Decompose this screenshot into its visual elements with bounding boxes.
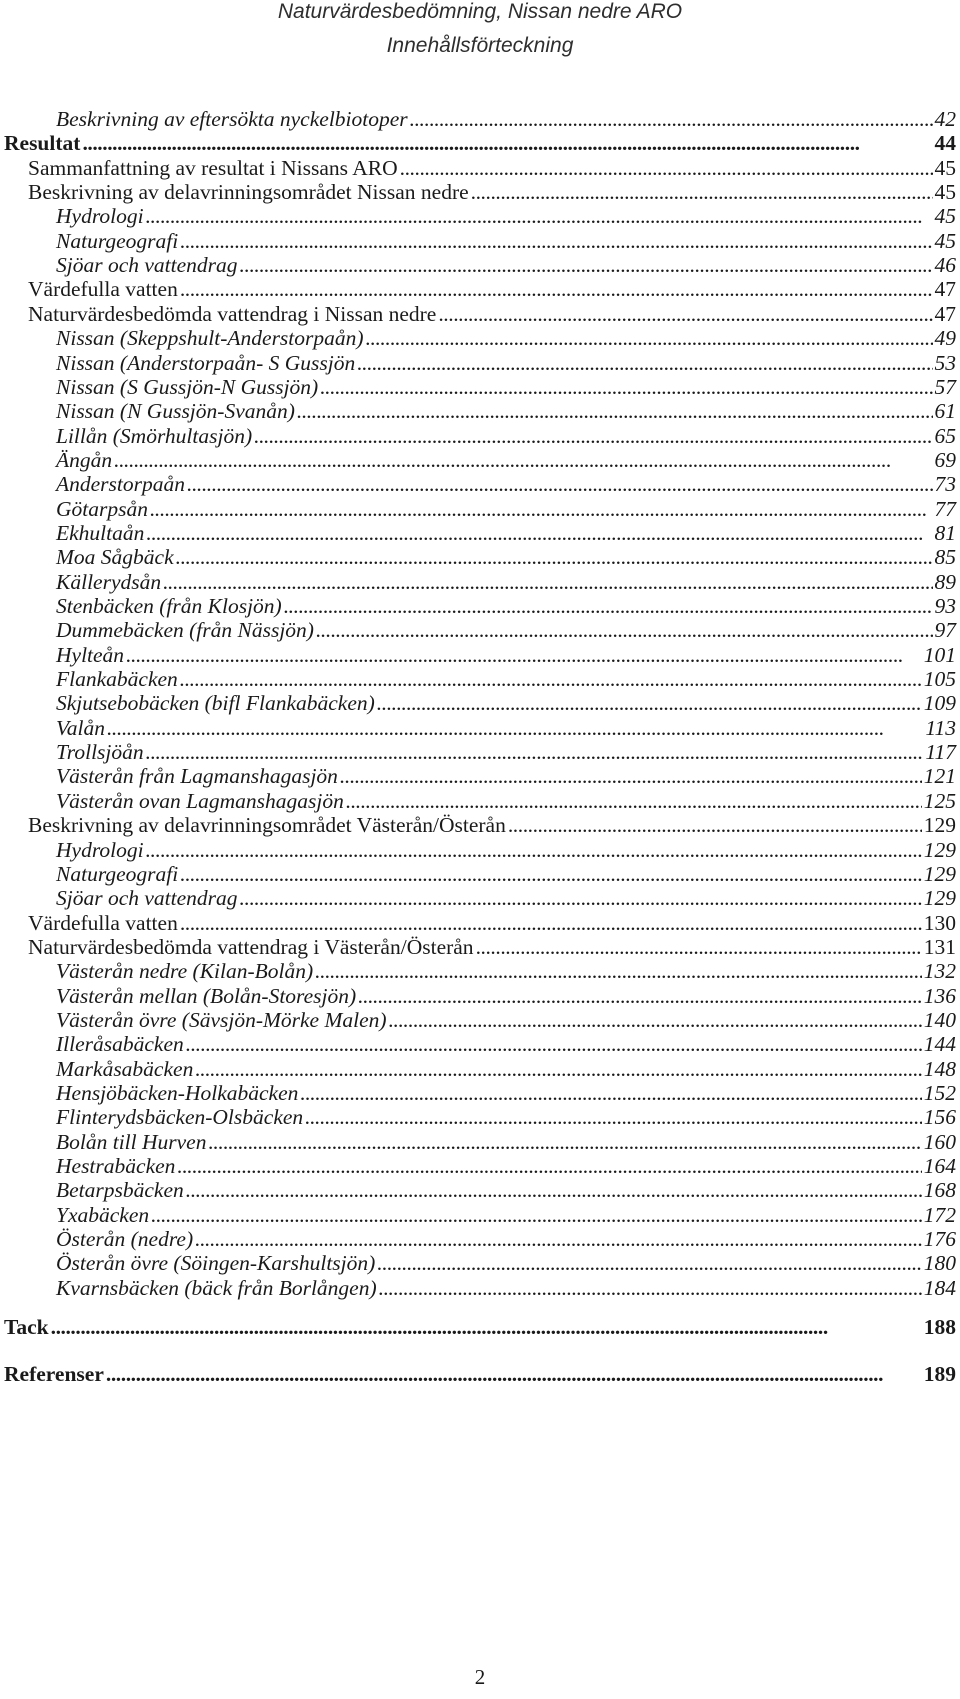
toc-entry[interactable] — [0, 739, 960, 766]
toc-dot-leader — [240, 885, 922, 912]
toc-entry-page: 129 — [923, 886, 956, 910]
toc-entry[interactable] — [0, 398, 960, 425]
toc-entry-row — [56, 642, 956, 669]
toc-dot-leader — [186, 1177, 922, 1204]
toc-dot-leader — [316, 617, 933, 644]
toc-dot-leader — [82, 130, 932, 157]
toc-dot-leader — [195, 1056, 921, 1083]
toc-entry[interactable] — [0, 1250, 960, 1277]
toc-entry-title: Moa Sågbäck — [56, 545, 174, 569]
toc-dot-leader — [346, 788, 922, 815]
toc-entry-row — [56, 1104, 956, 1131]
toc-entry-page: 49 — [934, 326, 956, 350]
toc-entry-row — [56, 423, 956, 450]
toc-dot-leader — [471, 179, 933, 206]
toc-dot-leader — [180, 910, 922, 937]
toc-entry-row — [56, 1007, 956, 1034]
toc-entry-title: Referenser — [4, 1362, 104, 1386]
toc-entry-row — [56, 763, 956, 790]
toc-entry-page: 160 — [923, 1130, 956, 1154]
toc-entry-title: Västerån från Lagmanshagasjön — [56, 764, 338, 788]
toc-entry-title: Sjöar och vattendrag — [56, 886, 238, 910]
toc-entry-title: Hestrabäcken — [56, 1154, 176, 1178]
toc-dot-leader — [163, 569, 932, 596]
toc-dot-leader — [146, 520, 932, 547]
toc-entry-row — [56, 325, 956, 352]
toc-entry-page: 130 — [923, 911, 956, 935]
toc-entry[interactable] — [0, 788, 960, 815]
toc-entry-page: 53 — [934, 351, 956, 375]
toc-entry-row — [56, 690, 956, 717]
toc-entry-title: Naturvärdesbedömda vattendrag i Västerån/Österån — [28, 935, 474, 959]
toc-entry[interactable] — [0, 1202, 960, 1229]
toc-entry-title: Beskrivning av eftersökta nyckelbiotoper — [56, 107, 408, 131]
toc-entry-page: 168 — [923, 1178, 956, 1202]
toc-entry-page: 136 — [923, 984, 956, 1008]
toc-dot-leader — [180, 666, 922, 693]
toc-entry[interactable] — [0, 1129, 960, 1156]
toc-entry-page: 156 — [923, 1105, 956, 1129]
toc-entry-page: 184 — [923, 1276, 956, 1300]
toc-entry-page: 65 — [934, 424, 956, 448]
toc-entry-title: Nissan (Skeppshult-Anderstorpaån) — [56, 326, 364, 350]
toc-entry-page: 45 — [934, 180, 956, 204]
toc-dot-leader — [508, 812, 922, 839]
toc-entry-title: Lillån (Smörhultasjön) — [56, 424, 253, 448]
toc-dot-leader — [315, 958, 922, 985]
toc-entry-title: Hensjöbäcken-Holkabäcken — [56, 1081, 299, 1105]
toc-entry-page: 140 — [923, 1008, 956, 1032]
toc-entry-row — [56, 1129, 956, 1156]
toc-entry-row — [56, 958, 956, 985]
toc-entry-page: 61 — [934, 399, 956, 423]
toc-entry[interactable] — [0, 447, 960, 474]
toc-entry-title: Yxabäcken — [56, 1203, 150, 1227]
toc-entry-page: 129 — [923, 862, 956, 886]
toc-dot-leader — [240, 252, 933, 279]
toc-entry[interactable] — [0, 130, 960, 157]
toc-entry-title: Naturgeografi — [56, 862, 179, 886]
toc-entry-row — [56, 569, 956, 596]
toc-entry-row — [56, 983, 956, 1010]
toc-dot-leader — [438, 301, 932, 328]
toc-entry-page: 129 — [923, 813, 956, 837]
toc-entry-title: Hydrologi — [56, 204, 144, 228]
toc-dot-leader — [254, 423, 932, 450]
toc-entry-page: 57 — [934, 375, 956, 399]
toc-entry-row — [56, 1056, 956, 1083]
toc-entry-title: Ekhultaån — [56, 521, 145, 545]
toc-entry-title: Västerån nedre (Kilan-Bolån) — [56, 959, 314, 983]
toc-entry[interactable] — [0, 544, 960, 571]
running-header-title: Naturvärdesbedömning, Nissan nedre ARO — [277, 0, 683, 23]
toc-entry-page: 45 — [934, 204, 956, 228]
toc-dot-leader — [410, 106, 933, 133]
toc-entry[interactable] — [0, 155, 960, 182]
toc-entry[interactable] — [0, 374, 960, 401]
toc-entry-page: 85 — [934, 545, 956, 569]
toc-entry-row — [56, 1202, 956, 1229]
toc-entry-row — [56, 374, 956, 401]
toc-entry-page: 172 — [923, 1203, 956, 1227]
toc-entry-page: 105 — [923, 667, 956, 691]
toc-dot-leader — [297, 398, 933, 425]
toc-entry[interactable] — [0, 301, 960, 328]
toc-entry-row — [56, 544, 956, 571]
toc-dot-leader — [106, 1361, 922, 1388]
toc-entry[interactable] — [0, 812, 960, 839]
toc-entry-row — [56, 617, 956, 644]
toc-entry-page: 125 — [923, 789, 956, 813]
toc-dot-leader — [340, 763, 922, 790]
toc-entry-row — [56, 788, 956, 815]
toc-entry-page: 42 — [934, 107, 956, 131]
toc-entry-row — [4, 130, 956, 157]
page-number: 2 — [474, 1665, 486, 1689]
toc-entry-row — [56, 350, 956, 377]
toc-entry-row — [4, 1314, 956, 1341]
toc-entry-title: Trollsjöån — [56, 740, 144, 764]
toc-entry-title: Nissan (Anderstorpaån- S Gussjön — [56, 351, 356, 375]
toc-entry-row — [56, 837, 956, 864]
toc-entry-row — [28, 812, 956, 839]
toc-entry[interactable] — [0, 106, 960, 133]
toc-entry-title: Resultat — [4, 131, 81, 155]
toc-entry[interactable] — [0, 1177, 960, 1204]
toc-entry-page: 109 — [923, 691, 956, 715]
toc-entry-title: Flankabäcken — [56, 667, 178, 691]
toc-entry-page: 89 — [934, 570, 956, 594]
toc-entry-row — [56, 496, 956, 523]
toc-entry-title: Betarpsbäcken — [56, 1178, 184, 1202]
toc-entry-title: Kvarnsbäcken (bäck från Borlången) — [56, 1276, 377, 1300]
toc-entry[interactable] — [0, 958, 960, 985]
toc-entry-page: 113 — [925, 716, 956, 740]
toc-entry[interactable] — [0, 228, 960, 255]
toc-entry-title: Stenbäcken (från Klosjön) — [56, 594, 282, 618]
toc-entry[interactable] — [0, 763, 960, 790]
toc-entry-row — [28, 301, 956, 328]
toc-entry[interactable] — [0, 203, 960, 230]
toc-entry[interactable] — [0, 1314, 960, 1341]
toc-entry-row — [56, 1080, 956, 1107]
toc-entry-title: Nissan (N Gussjön-Svanån) — [56, 399, 295, 423]
toc-entry-title: Källerydsån — [56, 570, 162, 594]
toc-dot-leader — [357, 350, 932, 377]
toc-dot-leader — [51, 1314, 922, 1341]
toc-entry-title: Naturgeografi — [56, 229, 179, 253]
toc-dot-leader — [377, 1250, 921, 1277]
toc-entry[interactable] — [0, 593, 960, 620]
toc-entry[interactable] — [0, 934, 960, 961]
toc-entry-page: 77 — [934, 497, 956, 521]
toc-entry-title: Illeråsabäcken — [56, 1032, 184, 1056]
toc-entry-row — [28, 155, 956, 182]
toc-entry-title: Ängån — [56, 448, 113, 472]
toc-entry[interactable] — [0, 325, 960, 352]
toc-entry-page: 144 — [923, 1032, 956, 1056]
toc-dot-leader — [186, 1031, 922, 1058]
toc-dot-leader — [150, 496, 933, 523]
toc-entry-page: 188 — [923, 1315, 956, 1339]
toc-entry-title: Markåsabäcken — [56, 1057, 194, 1081]
toc-entry-row — [56, 1031, 956, 1058]
toc-entry-title: Västerån ovan Lagmanshagasjön — [56, 789, 344, 813]
toc-entry[interactable] — [0, 1361, 960, 1388]
toc-entry-row — [56, 885, 956, 912]
toc-dot-leader — [195, 1226, 922, 1253]
toc-entry-row — [28, 910, 956, 937]
toc-entry[interactable] — [0, 1007, 960, 1034]
toc-entry-row — [56, 666, 956, 693]
toc-entry[interactable] — [0, 642, 960, 669]
toc-entry[interactable] — [0, 1226, 960, 1253]
running-header-section: Innehållsförteckning — [386, 34, 574, 57]
toc-entry-title: Tack — [4, 1315, 49, 1339]
toc-dot-leader — [389, 1007, 922, 1034]
toc-entry-title: Västerån mellan (Bolån-Storesjön) — [56, 984, 357, 1008]
toc-entry[interactable] — [0, 471, 960, 498]
toc-entry-page: 73 — [934, 472, 956, 496]
toc-entry[interactable] — [0, 350, 960, 377]
toc-entry-page: 45 — [934, 229, 956, 253]
toc-entry[interactable] — [0, 666, 960, 693]
toc-dot-leader — [146, 739, 924, 766]
toc-entry-title: Värdefulla vatten — [28, 277, 178, 301]
toc-entry[interactable] — [0, 569, 960, 596]
toc-dot-leader — [300, 1080, 921, 1107]
toc-entry[interactable] — [0, 423, 960, 450]
toc-entry-page: 47 — [934, 277, 956, 301]
toc-entry[interactable] — [0, 1153, 960, 1180]
toc-entry[interactable] — [0, 715, 960, 742]
toc-entry[interactable] — [0, 910, 960, 937]
toc-entry-row — [56, 715, 956, 742]
toc-entry-page: 131 — [923, 935, 956, 959]
toc-dot-leader — [400, 155, 933, 182]
toc-dot-leader — [146, 203, 933, 230]
toc-entry-page: 180 — [923, 1251, 956, 1275]
toc-dot-leader — [114, 447, 932, 474]
toc-entry-page: 132 — [923, 959, 956, 983]
toc-entry-title: Hylteån — [56, 643, 125, 667]
toc-entry-title: Nissan (S Gussjön-N Gussjön) — [56, 375, 319, 399]
toc-entry-title: Hydrologi — [56, 838, 144, 862]
toc-dot-leader — [146, 837, 922, 864]
toc-entry-page: 152 — [923, 1081, 956, 1105]
toc-entry-row — [56, 593, 956, 620]
toc-dot-leader — [176, 544, 933, 571]
toc-entry-row — [56, 739, 956, 766]
toc-entry[interactable] — [0, 837, 960, 864]
toc-entry-title: Bolån till Hurven — [56, 1130, 207, 1154]
toc-entry-row — [56, 1177, 956, 1204]
toc-entry-title: Värdefulla vatten — [28, 911, 178, 935]
toc-entry-title: Flinterydsbäcken-Olsbäcken — [56, 1105, 304, 1129]
toc-entry-title: Sammanfattning av resultat i Nissans ARO — [28, 156, 398, 180]
toc-entry[interactable] — [0, 1104, 960, 1131]
toc-entry-title: Österån (nedre) — [56, 1227, 194, 1251]
toc-entry[interactable] — [0, 496, 960, 523]
toc-entry-row — [56, 106, 956, 133]
toc-entry-title: Dummebäcken (från Nässjön) — [56, 618, 314, 642]
toc-entry[interactable] — [0, 861, 960, 888]
toc-entry-title: Beskrivning av delavrinningsområdet Västerån/Österån — [28, 813, 506, 837]
toc-dot-leader — [208, 1129, 921, 1156]
toc-entry-row — [56, 398, 956, 425]
toc-entry-row — [56, 252, 956, 279]
toc-entry-title: Anderstorpaån — [56, 472, 185, 496]
toc-dot-leader — [180, 861, 922, 888]
toc-entry-page: 44 — [934, 131, 956, 155]
toc-entry-page: 176 — [923, 1227, 956, 1251]
toc-entry[interactable] — [0, 1080, 960, 1107]
toc-entry-page: 69 — [934, 448, 956, 472]
toc-dot-leader — [177, 1153, 921, 1180]
toc-entry-title: Skjutsebobäcken (bifl Flankabäcken) — [56, 691, 375, 715]
toc-entry-page: 189 — [923, 1362, 956, 1386]
toc-entry[interactable] — [0, 1056, 960, 1083]
toc-dot-leader — [476, 934, 922, 961]
toc-dot-leader — [320, 374, 932, 401]
toc-entry[interactable] — [0, 1275, 960, 1302]
toc-entry[interactable] — [0, 690, 960, 717]
toc-entry-page: 129 — [923, 838, 956, 862]
toc-entry[interactable] — [0, 179, 960, 206]
toc-entry-row — [56, 471, 956, 498]
toc-entry-row — [28, 934, 956, 961]
toc-entry-page: 45 — [934, 156, 956, 180]
toc-entry-row — [28, 179, 956, 206]
toc-entry-title: Naturvärdesbedömda vattendrag i Nissan nedre — [28, 302, 437, 326]
toc-entry-title: Götarpsån — [56, 497, 148, 521]
toc-entry-page: 81 — [934, 521, 956, 545]
toc-entry-page: 121 — [923, 764, 956, 788]
toc-entry-row — [56, 447, 956, 474]
toc-dot-leader — [107, 715, 923, 742]
toc-dot-leader — [377, 690, 922, 717]
toc-entry[interactable] — [0, 617, 960, 644]
toc-dot-leader — [187, 471, 933, 498]
toc-entry-page: 101 — [923, 643, 956, 667]
toc-dot-leader — [366, 325, 933, 352]
toc-dot-leader — [305, 1104, 922, 1131]
toc-entry-row — [56, 1153, 956, 1180]
toc-dot-leader — [379, 1275, 922, 1302]
toc-entry-title: Beskrivning av delavrinningsområdet Nissan nedre — [28, 180, 469, 204]
toc-dot-leader — [151, 1202, 922, 1229]
toc-entry-row — [56, 520, 956, 547]
toc-dot-leader — [284, 593, 933, 620]
toc-entry-title: Västerån övre (Sävsjön-Mörke Malen) — [56, 1008, 387, 1032]
toc-entry-row — [56, 1275, 956, 1302]
toc-dot-leader — [358, 983, 922, 1010]
toc-dot-leader — [126, 642, 922, 669]
toc-dot-leader — [180, 228, 932, 255]
toc-entry-page: 117 — [925, 740, 956, 764]
toc-entry[interactable] — [0, 885, 960, 912]
toc-entry-title: Valån — [56, 716, 105, 740]
toc-entry[interactable] — [0, 1031, 960, 1058]
toc-entry-page: 46 — [934, 253, 956, 277]
toc-entry-page: 47 — [934, 302, 956, 326]
toc-entry-row — [56, 228, 956, 255]
toc-entry-row — [56, 203, 956, 230]
toc-entry-row — [56, 861, 956, 888]
toc-entry-row — [56, 1250, 956, 1277]
toc-entry-page: 93 — [934, 594, 956, 618]
toc-entry-row — [56, 1226, 956, 1253]
toc-dot-leader — [180, 276, 933, 303]
toc-entry-page: 97 — [934, 618, 956, 642]
toc-entry-title: Sjöar och vattendrag — [56, 253, 238, 277]
toc-entry[interactable] — [0, 276, 960, 303]
toc-entry[interactable] — [0, 520, 960, 547]
toc-entry-page: 164 — [923, 1154, 956, 1178]
toc-entry-page: 148 — [923, 1057, 956, 1081]
toc-entry-row — [4, 1361, 956, 1388]
toc-entry-row — [28, 276, 956, 303]
toc-entry-title: Österån övre (Söingen-Karshultsjön) — [56, 1251, 376, 1275]
toc-entry[interactable] — [0, 983, 960, 1010]
toc-entry[interactable] — [0, 252, 960, 279]
